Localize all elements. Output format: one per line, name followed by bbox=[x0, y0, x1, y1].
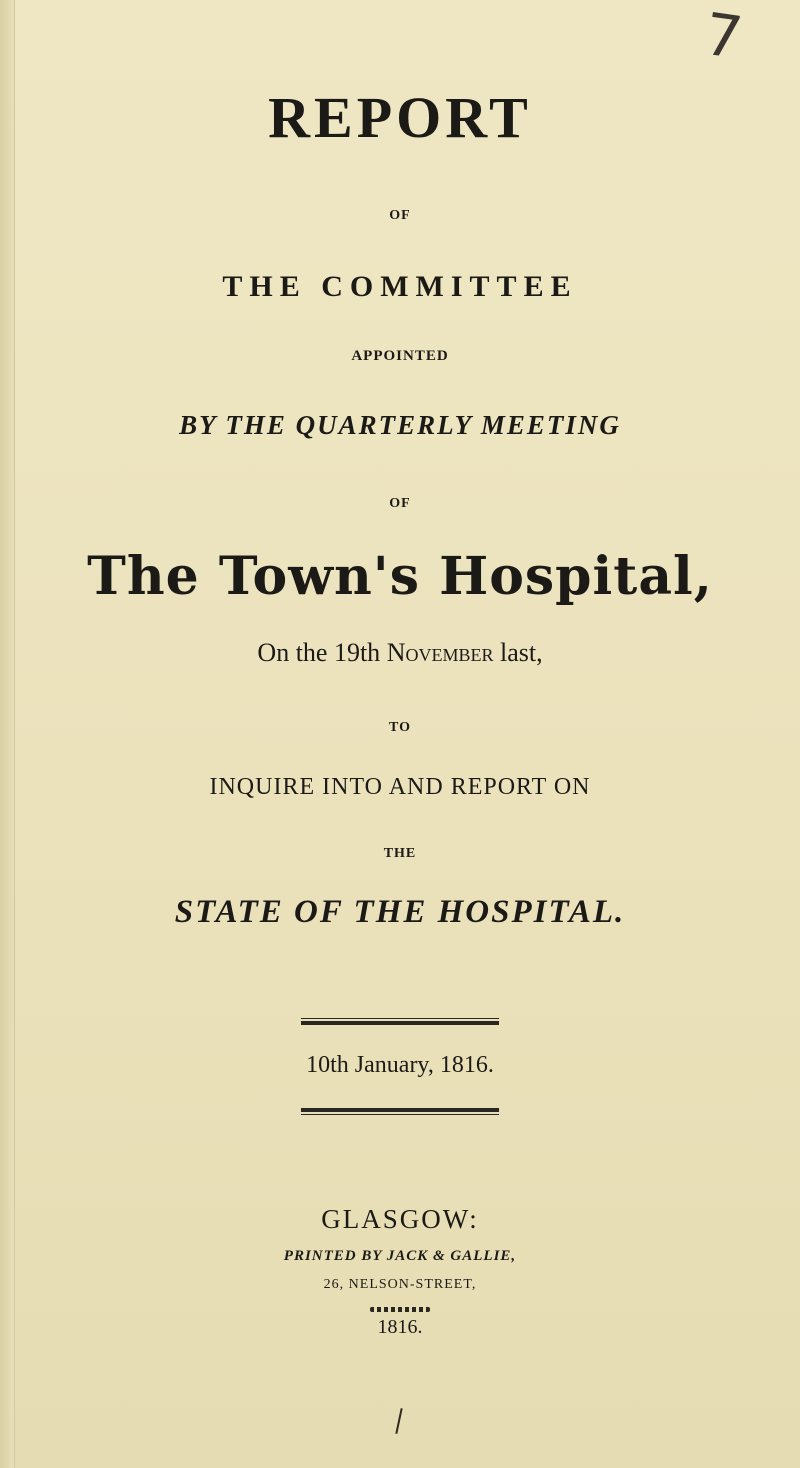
imprint-year: 1816. bbox=[377, 1316, 423, 1338]
bottom-rule bbox=[301, 1108, 499, 1115]
pencil-mark bbox=[395, 1408, 402, 1434]
handwritten-page-number: 7 bbox=[700, 0, 747, 73]
imprint-printer: PRINTED BY JACK & GALLIE, bbox=[283, 1248, 517, 1264]
meeting-date-prefix: On the 19th bbox=[257, 638, 387, 667]
bottom-rule-thin bbox=[301, 1114, 499, 1115]
meeting-line: BY THE QUARTERLY MEETING bbox=[179, 410, 621, 440]
meeting-date-month: November bbox=[386, 638, 494, 667]
top-rule bbox=[301, 1018, 499, 1025]
hospital-name: The Town's Hospital, bbox=[87, 546, 713, 607]
bottom-rule-thick bbox=[301, 1108, 499, 1112]
top-rule-thin bbox=[301, 1018, 499, 1019]
committee-heading: THE COMMITTEE bbox=[222, 270, 578, 303]
of-label-2: OF bbox=[389, 496, 411, 511]
of-label-1: OF bbox=[389, 208, 411, 223]
appointed-label: APPOINTED bbox=[351, 348, 449, 364]
inquire-line: INQUIRE INTO AND REPORT ON bbox=[209, 774, 591, 800]
issue-date: 10th January, 1816. bbox=[306, 1052, 494, 1078]
meeting-date-suffix: last, bbox=[493, 638, 543, 667]
top-rule-thick bbox=[301, 1021, 499, 1025]
the-label: THE bbox=[383, 846, 417, 861]
meeting-date-line bbox=[0, 638, 800, 668]
to-label: TO bbox=[389, 720, 411, 735]
state-heading: STATE OF THE HOSPITAL. bbox=[174, 894, 626, 930]
imprint-address: 26, NELSON-STREET, bbox=[323, 1277, 477, 1292]
page-title: REPORT bbox=[268, 85, 532, 150]
ornament-rule bbox=[370, 1307, 430, 1312]
imprint-city: GLASGOW: bbox=[321, 1204, 479, 1234]
